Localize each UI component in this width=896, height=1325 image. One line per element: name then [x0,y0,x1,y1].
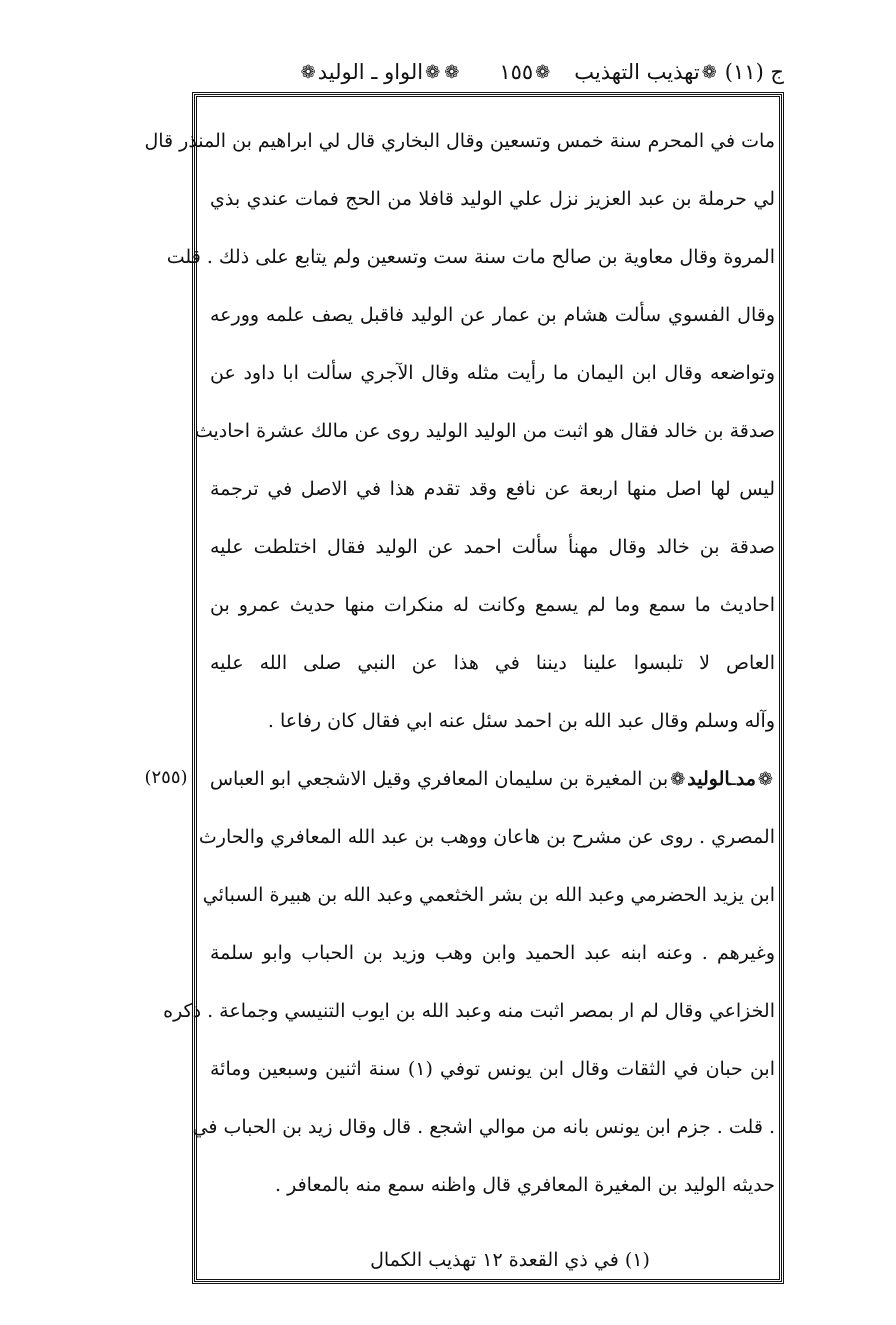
text-line: مات في المحرم سنة خمس وتسعين وقال البخاري قال لي ابراهيم بن المنذر قال [144,130,775,152]
book-title: تهذيب التهذيب [574,60,700,84]
floral-ornament-icon: ❁ [444,61,460,83]
text-line: احاديث ما سمع وما لم يسمع وكانت له منكرات منها حديث عمرو بن [210,594,775,616]
section-title: الواو ـ الوليد [317,60,424,84]
text-line: حديثه الوليد بن المغيرة المعافري قال واظنه سمع منه بالمعافر . [275,1174,775,1196]
text-line: صدقة بن خالد فقال هو اثبت من الوليد الوليد روى عن مالك عشرة احاديث [194,420,775,442]
floral-ornament-icon: ❁ [300,61,316,83]
floral-ornament-icon: ❁ [670,769,686,790]
floral-ornament-icon: ❁ [701,61,717,83]
running-head [192,52,784,92]
text-line: العاص لا تلبسوا علينا ديننا في هذا عن النبي صلى الله عليه [210,652,775,674]
text-line: وغيرهم . وعنه ابنه عبد الحميد وابن وهب وزيد بن الحباب وابو سلمة [210,942,775,964]
entry-first-line: ❁مدـالوليد❁بن المغيرة بن سليمان المعافري وقيل الاشجعي ابو العباس [210,750,775,808]
text-line: صدقة بن خالد وقال مهنأ سألت احمد عن الوليد فقال اختلطت عليه [210,536,775,558]
page-number: ١٥٥ [499,60,534,84]
text-line: المروة وقال معاوية بن صالح مات سنة ست وتسعين ولم يتابع على ذلك . قلت [166,246,775,268]
entry-text: بن المغيرة بن سليمان المعافري وقيل الاشجعي ابو العباس [209,768,669,790]
text-line: المصري . روى عن مشرح بن هاعان ووهب بن عبد الله المعافري والحارث [198,826,775,848]
text-line: وتواضعه وقال ابن اليمان ما رأيت مثله وقال الآجري سألت ابا داود عن [210,362,775,384]
volume-number: ج (١١) [724,60,784,84]
entry-code: مد [735,768,756,790]
floral-ornament-icon: ❁ [757,769,773,790]
text-line: وآله وسلم وقال عبد الله بن احمد سئل عنه ابي فقال كان رفاعا . [267,710,775,732]
text-line: الخزاعي وقال لم ار بمصر اثبت منه وعبد الله بن ايوب التنيسي وجماعة . ذكره [163,1000,775,1022]
text-line: ابن حبان في الثقات وقال ابن يونس توفي (١) سنة اثنين وسبعين ومائة [210,1058,775,1080]
text-line: ليس لها اصل منها اربعة عن نافع وقد تقدم هذا في الاصل في ترجمة [210,478,775,500]
text-line: لي حرملة بن عبد العزيز نزل علي الوليد قافلا من الحج فمات عندي بذي [210,188,775,210]
entry-name: الوليد [687,768,731,790]
footnote: (١) في ذي القعدة ١٢ تهذيب الكمال [370,1249,650,1271]
text-line: وقال الفسوي سألت هشام بن عمار عن الوليد فاقبل يصف علمه وورعه [210,304,775,326]
floral-ornament-icon: ❁ [425,61,441,83]
text-line: ابن يزيد الحضرمي وعبد الله بن بشر الخثعمي وعبد الله بن هبيرة السبائي [202,884,775,906]
floral-ornament-icon: ❁ [535,61,551,83]
entry-margin-number: (٢٥٥) [144,767,188,788]
text-line: . قلت . جزم ابن يونس بانه من موالي اشجع . قال وقال زيد بن الحباب في [192,1116,775,1138]
